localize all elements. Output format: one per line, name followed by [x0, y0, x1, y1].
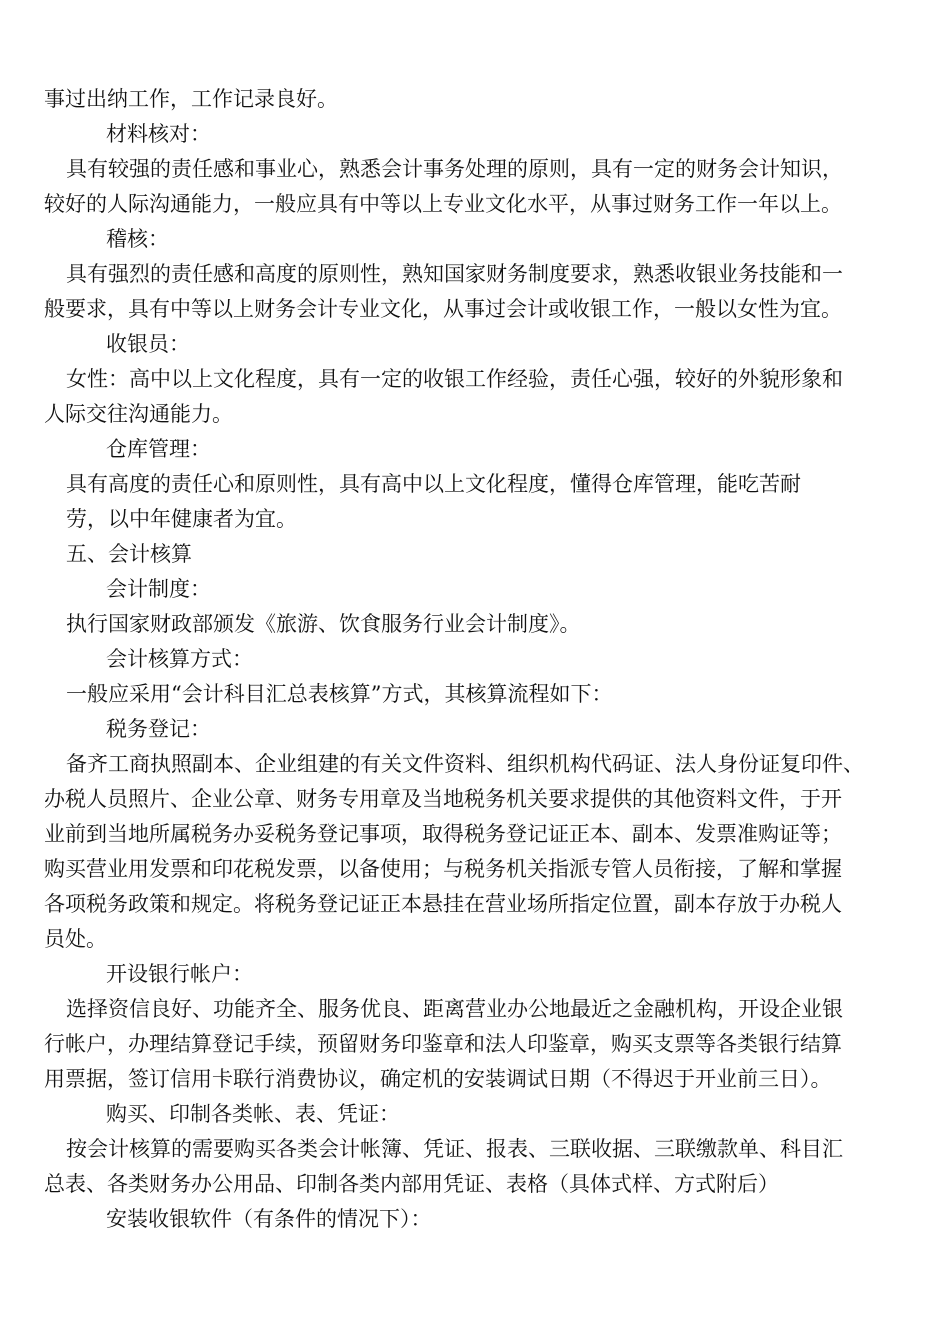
section-heading: 仓库管理：	[106, 437, 211, 461]
section-heading: 收银员：	[106, 332, 190, 356]
text-line: 用票据，签订信用卡联行消费协议，确定机的安装调试日期（不得迟于开业前三日）。	[44, 1067, 832, 1091]
text-line: 具有较强的责任感和事业心，熟悉会计事务处理的原则，具有一定的财务会计知识，	[66, 157, 843, 181]
section-heading: 会计核算方式：	[106, 647, 253, 671]
text-line: 备齐工商执照副本、企业组建的有关文件资料、组织机构代码证、法人身份证复印件、	[66, 752, 864, 776]
text-line: 较好的人际沟通能力，一般应具有中等以上专业文化水平，从事过财务工作一年以上。	[44, 192, 842, 216]
text-line: 事过出纳工作，工作记录良好。	[44, 87, 338, 111]
text-line: 女性：高中以上文化程度，具有一定的收银工作经验，责任心强，较好的外貌形象和	[66, 367, 843, 391]
text-line: 执行国家财政部颁发《旅游、饮食服务行业会计制度》。	[66, 612, 581, 636]
text-line: 办税人员照片、企业公章、财务专用章及当地税务机关要求提供的其他资料文件，于开	[44, 787, 842, 811]
section-heading: 购买、印制各类帐、表、凭证：	[106, 1102, 400, 1126]
text-line: 员处。	[44, 927, 107, 951]
text-line: 选择资信良好、功能齐全、服务优良、距离营业办公地最近之金融机构，开设企业银	[66, 997, 843, 1021]
text-line: 业前到当地所属税务办妥税务登记事项，取得税务登记证正本、副本、发票准购证等；	[44, 822, 842, 846]
section-heading: 安装收银软件（有条件的情况下）：	[106, 1207, 432, 1231]
text-line: 按会计核算的需要购买各类会计帐簿、凭证、报表、三联收据、三联缴款单、科目汇	[66, 1137, 843, 1161]
section-heading: 开设银行帐户：	[106, 962, 253, 986]
text-line: 行帐户，办理结算登记手续，预留财务印鉴章和法人印鉴章，购买支票等各类银行结算	[44, 1032, 842, 1056]
text-line: 般要求，具有中等以上财务会计专业文化，从事过会计或收银工作，一般以女性为宜。	[44, 297, 842, 321]
text-line: 购买营业用发票和印花税发票，以备使用；与税务机关指派专管人员衔接，了解和掌握	[44, 857, 842, 881]
section-heading: 会计制度：	[106, 577, 211, 601]
text-line: 具有高度的责任心和原则性，具有高中以上文化程度，懂得仓库管理，能吃苦耐	[66, 472, 801, 496]
section-heading: 稽核：	[106, 227, 169, 251]
text-line: 人际交往沟通能力。	[44, 402, 233, 426]
section-heading: 税务登记：	[106, 717, 211, 741]
text-line: 总表、各类财务办公用品、印制各类内部用凭证、表格（具体式样、方式附后）	[44, 1172, 779, 1196]
text-line: 各项税务政策和规定。将税务登记证正本悬挂在营业场所指定位置，副本存放于办税人	[44, 892, 842, 916]
text-line: 具有强烈的责任感和高度的原则性，熟知国家财务制度要求，熟悉收银业务技能和一	[66, 262, 843, 286]
section-heading: 材料核对：	[106, 122, 211, 146]
text-line: 一般应采用“会计科目汇总表核算”方式，其核算流程如下：	[66, 682, 613, 706]
text-line: 劳，以中年健康者为宜。	[66, 507, 297, 531]
chapter-heading: 五、会计核算	[66, 542, 192, 566]
